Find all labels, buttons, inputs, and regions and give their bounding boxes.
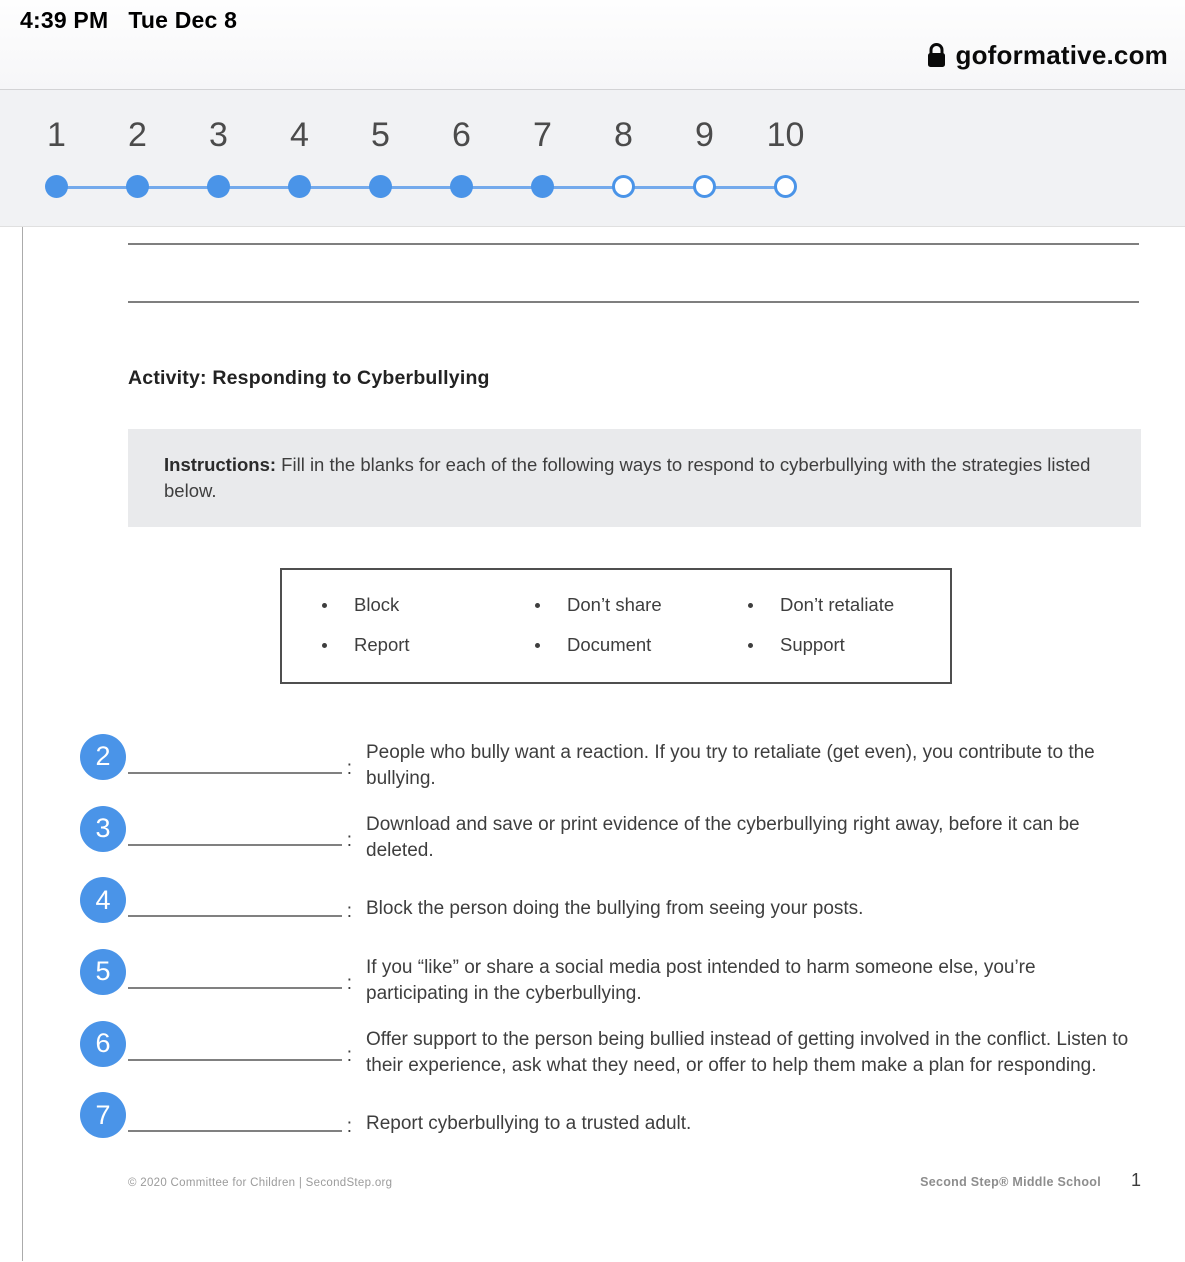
step-dot	[288, 175, 311, 198]
stepper-step-5[interactable]	[340, 90, 421, 226]
footer-copyright: © 2020 Committee for Children | SecondStep.org	[128, 1177, 393, 1189]
answer-blank	[128, 973, 342, 989]
answer-blank-wrap	[128, 757, 352, 779]
word-bank-label: Report	[354, 634, 410, 655]
question-row	[95, 955, 1141, 1006]
answer-blank-wrap	[128, 901, 352, 922]
answer-blank	[128, 1116, 342, 1132]
stepper-step-10[interactable]	[745, 90, 826, 226]
step-dot	[207, 175, 230, 198]
colon-separator: :	[346, 972, 352, 994]
question-text: Download and save or print evidence of the cyberbullying right away, before it can be deleted.	[366, 814, 1080, 861]
word-bank-item	[322, 594, 535, 616]
step-number-label: 10	[766, 116, 805, 154]
question-number-badge: 7	[80, 1092, 126, 1138]
url-label: goformative.com	[955, 40, 1168, 70]
bullet-icon	[535, 643, 540, 648]
word-bank-item	[748, 634, 940, 656]
question-text: Report cyberbullying to a trusted adult.	[366, 1113, 692, 1135]
question-row	[95, 740, 1141, 791]
colon-separator: :	[346, 757, 352, 779]
bullet-icon	[322, 643, 327, 648]
answer-blank	[128, 901, 342, 917]
bullet-icon	[322, 603, 327, 608]
question-number-badge: 3	[80, 806, 126, 852]
colon-separator: :	[346, 829, 352, 851]
footer-right-group	[920, 1170, 1141, 1191]
stepper-step-2[interactable]	[97, 90, 178, 226]
word-bank-label: Document	[567, 634, 652, 655]
word-bank-item	[748, 594, 940, 616]
answer-blank	[128, 1045, 342, 1061]
step-dot	[369, 175, 392, 198]
question-row	[95, 1027, 1141, 1078]
progress-stepper	[0, 90, 1185, 227]
page-number: 1	[1130, 1170, 1141, 1190]
instructions-box	[128, 429, 1141, 527]
date-label: Tue Dec 8	[128, 7, 238, 33]
step-number-label: 4	[290, 116, 309, 154]
question-number-badge: 6	[80, 1021, 126, 1067]
word-bank-item	[535, 594, 748, 616]
step-number-label: 2	[128, 116, 147, 154]
step-dot	[774, 175, 797, 198]
word-bank	[280, 568, 952, 684]
question-row	[95, 1099, 1141, 1149]
answer-blank-wrap	[128, 972, 352, 994]
answer-blank-wrap	[128, 829, 352, 851]
step-dot	[450, 175, 473, 198]
lock-icon	[927, 43, 946, 68]
document-left-rule	[22, 227, 23, 1261]
status-time	[20, 7, 237, 34]
bullet-icon	[748, 603, 753, 608]
question-row	[95, 812, 1141, 863]
step-number-label: 5	[371, 116, 390, 154]
question-text: Block the person doing the bullying from seeing your posts.	[366, 898, 864, 920]
stepper-step-7[interactable]	[502, 90, 583, 226]
stepper-step-1[interactable]	[16, 90, 97, 226]
stepper-step-3[interactable]	[178, 90, 259, 226]
step-dot	[531, 175, 554, 198]
instructions-label: Instructions:	[164, 454, 277, 475]
instructions-text: Fill in the blanks for each of the following ways to respond to cyberbullying with the strategies listed below.	[164, 454, 1091, 501]
word-bank-label: Don’t retaliate	[780, 594, 895, 615]
answer-blank	[128, 830, 342, 846]
question-text: If you “like” or share a social media post intended to harm someone else, you’re participating in the cyberbullying.	[366, 957, 1036, 1004]
step-number-label: 1	[47, 116, 66, 154]
document-footer	[128, 1170, 1141, 1191]
worksheet-document	[0, 227, 1185, 1261]
step-number-label: 3	[209, 116, 228, 154]
questions-list	[95, 740, 1141, 1149]
step-dot	[612, 175, 635, 198]
writing-line	[128, 301, 1139, 303]
question-number-badge: 4	[80, 877, 126, 923]
question-number-badge: 2	[80, 734, 126, 780]
bullet-icon	[748, 643, 753, 648]
step-number-label: 7	[533, 116, 552, 154]
colon-separator: :	[346, 1116, 352, 1137]
step-dot	[126, 175, 149, 198]
word-bank-item	[535, 634, 748, 656]
word-bank-label: Support	[780, 634, 845, 655]
answer-blank-wrap	[128, 1116, 352, 1137]
status-bar	[0, 0, 1185, 90]
time-label: 4:39 PM	[20, 7, 109, 33]
step-number-label: 9	[695, 116, 714, 154]
colon-separator: :	[346, 901, 352, 922]
bullet-icon	[535, 603, 540, 608]
stepper-step-4[interactable]	[259, 90, 340, 226]
step-number-label: 8	[614, 116, 633, 154]
activity-title: Activity: Responding to Cyberbullying	[128, 367, 490, 389]
stepper-step-6[interactable]	[421, 90, 502, 226]
question-text: People who bully want a reaction. If you try to retaliate (get even), you contribute to the bullying.	[366, 742, 1095, 789]
stepper-step-8[interactable]	[583, 90, 664, 226]
answer-blank	[128, 758, 342, 774]
url-bar[interactable]	[927, 40, 1169, 71]
colon-separator: :	[346, 1044, 352, 1066]
answer-blank-wrap	[128, 1044, 352, 1066]
step-dot	[45, 175, 68, 198]
document-content	[95, 227, 1141, 1191]
step-number-label: 6	[452, 116, 471, 154]
step-dot	[693, 175, 716, 198]
word-bank-label: Block	[354, 594, 400, 615]
writing-line	[128, 243, 1139, 245]
question-row	[95, 884, 1141, 934]
word-bank-label: Don’t share	[567, 594, 662, 615]
footer-brand: Second Step® Middle School	[920, 1175, 1101, 1189]
stepper-step-9[interactable]	[664, 90, 745, 226]
question-number-badge: 5	[80, 949, 126, 995]
question-text: Offer support to the person being bullied instead of getting involved in the conflict. Listen to their experience, ask what they need, or offer to help them make a plan for responding.	[366, 1029, 1129, 1076]
word-bank-item	[322, 634, 535, 656]
